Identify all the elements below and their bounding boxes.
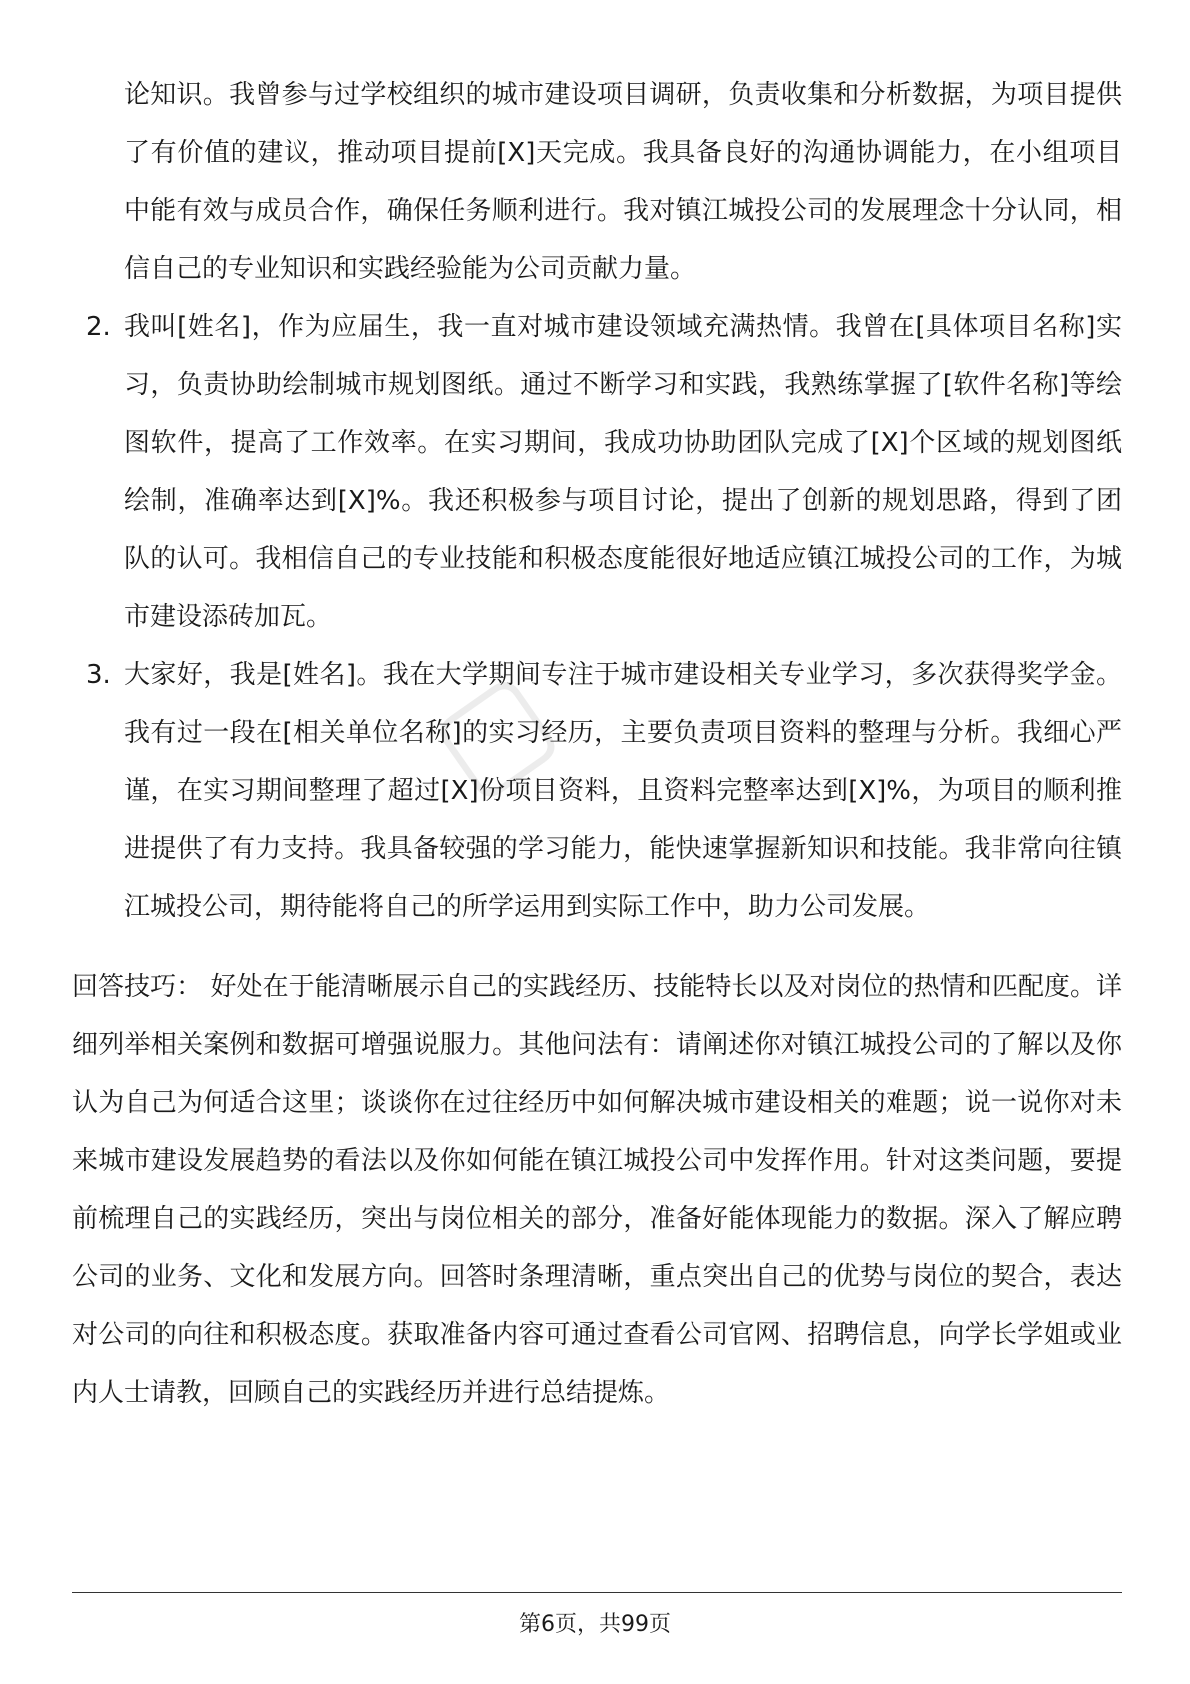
list-item-number: 2.: [86, 312, 111, 342]
item-1-continuation: 论知识。我曾参与过学校组织的城市建设项目调研，负责收集和分析数据，为项目提供了有价值的建议，推动项目提前[X]天完成。我具备良好的沟通协调能力，在小组项目中能有效与成员合作，确保任务顺利进行。我对镇江城投公司的发展理念十分认同，相信自己的专业知识和实践经验能为公司贡献力量。: [124, 80, 1122, 284]
list-item-text: 我叫[姓名]，作为应届生，我一直对城市建设领域充满热情。我曾在[具体项目名称]实习，负责协助绘制城市规划图纸。通过不断学习和实践，我熟练掌握了[软件名称]等绘图软件，提高了工作效率。在实习期间，我成功协助团队完成了[X]个区域的规划图纸绘制，准确率达到[X]%。我还积极参与项目讨论，提出了创新的规划思路，得到了团队的认可。我相信自己的专业技能和积极态度能很好地适应镇江城投公司的工作，为城市建设添砖加瓦。: [124, 312, 1122, 632]
list-item-text: 大家好，我是[姓名]。我在大学期间专注于城市建设相关专业学习，多次获得奖学金。我有过一段在[相关单位名称]的实习经历，主要负责项目资料的整理与分析。我细心严谨，在实习期间整理了超过[X]份项目资料，且资料完整率达到[X]%，为项目的顺利推进提供了有力支持。我具备较强的学习能力，能快速掌握新知识和技能。我非常向往镇江城投公司，期待能将自己的所学运用到实际工作中，助力公司发展。: [124, 660, 1122, 922]
footer-divider: [72, 1592, 1122, 1593]
answer-tips-paragraph: 回答技巧： 好处在于能清晰展示自己的实践经历、技能特长以及对岗位的热情和匹配度。详细列举相关案例和数据可增强说服力。其他问法有：请阐述你对镇江城投公司的了解以及你认为自己为何适合这里；谈谈你在过往经历中如何解决城市建设相关的难题；说一说你对未来城市建设发展趋势的看法以及你如何能在镇江城投公司中发挥作用。针对这类问题，要提前梳理自己的实践经历，突出与岗位相关的部分，准备好能体现能力的数据。深入了解应聘公司的业务、文化和发展方向。回答时条理清晰，重点突出自己的优势与岗位的契合，表达对公司的向往和积极态度。获取准备内容可通过查看公司官网、招聘信息，向学长学姐或业内人士请教，回顾自己的实践经历并进行总结提炼。: [72, 972, 1122, 1408]
page-content: [72, 66, 1122, 1422]
list-item-3: [72, 646, 1122, 936]
list-item-number: 3.: [86, 660, 111, 690]
watermark: ▢: [405, 642, 579, 822]
list-item-2: [72, 298, 1122, 646]
page-number: 第6页，共99页: [519, 1612, 671, 1637]
